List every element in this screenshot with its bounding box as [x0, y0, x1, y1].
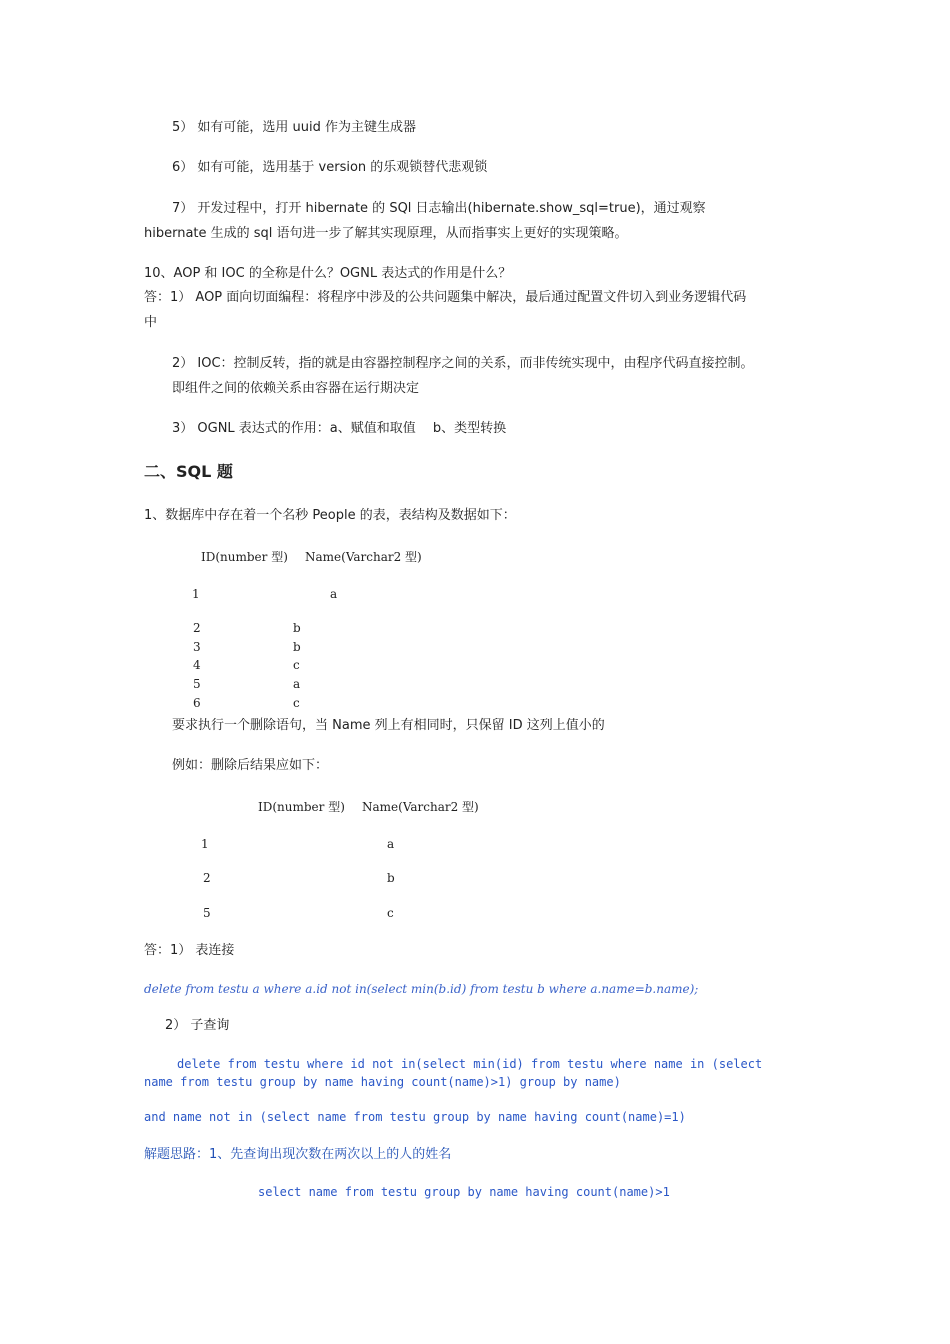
table1-row1-name: a	[330, 587, 338, 601]
table1-row2-id: 2	[193, 621, 201, 635]
code-select-duplicates: select name from testu group by name having count(name)>1	[258, 1185, 670, 1199]
code-subquery-line3: and name not in (select name from testu group by name having count(name)=1)	[144, 1110, 686, 1124]
answer-10-part1-line2: 中	[144, 315, 158, 330]
table1-row1-id: 1	[192, 587, 200, 601]
table2-row2-id: 2	[203, 871, 211, 885]
table2-row3-name: c	[387, 906, 394, 920]
table2-row1-name: a	[387, 837, 395, 851]
table1-row6-id: 6	[193, 696, 201, 710]
table2-header-id: ID(number 型)	[258, 800, 345, 814]
answer-10-part2-line2: 即组件之间的依赖关系由容器在运行期决定	[172, 381, 420, 396]
question-10-title: 10、AOP 和 IOC 的全称是什么？OGNL 表达式的作用是什么？	[144, 266, 512, 281]
item-6: 6） 如有可能，选用基于 version 的乐观锁替代悲观锁	[172, 160, 488, 175]
table2-row3-id: 5	[203, 906, 211, 920]
sql-requirement: 要求执行一个删除语句，当 Name 列上有相同时，只保留 ID 这列上值小的	[172, 718, 605, 733]
table2-row1-id: 1	[201, 837, 209, 851]
section-heading-sql: 二、SQL 题	[144, 462, 233, 481]
item-5: 5） 如有可能，选用 uuid 作为主键生成器	[172, 120, 417, 135]
table1-row6-name: c	[293, 696, 300, 710]
answer-10-part1-line1: 答：1） AOP 面向切面编程：将程序中涉及的公共问题集中解决，最后通过配置文件切入到业务逻辑代码	[144, 290, 747, 305]
table1-row4-id: 4	[193, 658, 201, 672]
answer-subquery-label: 2） 子查询	[165, 1018, 230, 1033]
code-subquery-line2: name from testu group by name having count(name)>1) group by name)	[144, 1075, 621, 1089]
code-subquery-line1: delete from testu where id not in(select min(id) from testu where name in (select	[177, 1057, 763, 1071]
table1-row3-id: 3	[193, 640, 201, 654]
sql-example-intro: 例如：删除后结果应如下：	[172, 758, 329, 773]
table1-row5-id: 5	[193, 677, 201, 691]
table1-header-name: Name(Varchar2 型)	[305, 550, 422, 564]
item-7-line1: 7） 开发过程中，打开 hibernate 的 SQl 日志输出(hibernate.show_sql=true)，通过观察	[172, 201, 706, 216]
table2-row2-name: b	[387, 871, 395, 885]
table1-header-id: ID(number 型)	[201, 550, 288, 564]
table2-header-name: Name(Varchar2 型)	[362, 800, 479, 814]
solution-thinking: 解题思路：1、先查询出现次数在两次以上的人的姓名	[144, 1147, 452, 1162]
table1-row3-name: b	[293, 640, 301, 654]
item-7-line2: hibernate 生成的 sql 语句进一步了解其实现原理，从而指事实上更好的实现策略。	[144, 226, 628, 241]
answer-10-part2-line1: 2） IOC：控制反转，指的就是由容器控制程序之间的关系，而非传统实现中，由程序代码直接控制。	[172, 356, 754, 371]
code-join-delete: delete from testu a where a.id not in(select min(b.id) from testu b where a.name=b.name);	[144, 982, 699, 996]
answer-join-label: 答：1） 表连接	[144, 943, 235, 958]
sql-question-1: 1、数据库中存在着一个名秒 People 的表，表结构及数据如下：	[144, 508, 516, 523]
answer-10-part3: 3） OGNL 表达式的作用：a、赋值和取值 b、类型转换	[172, 421, 507, 436]
table1-row2-name: b	[293, 621, 301, 635]
table1-row4-name: c	[293, 658, 300, 672]
table1-row5-name: a	[293, 677, 301, 691]
